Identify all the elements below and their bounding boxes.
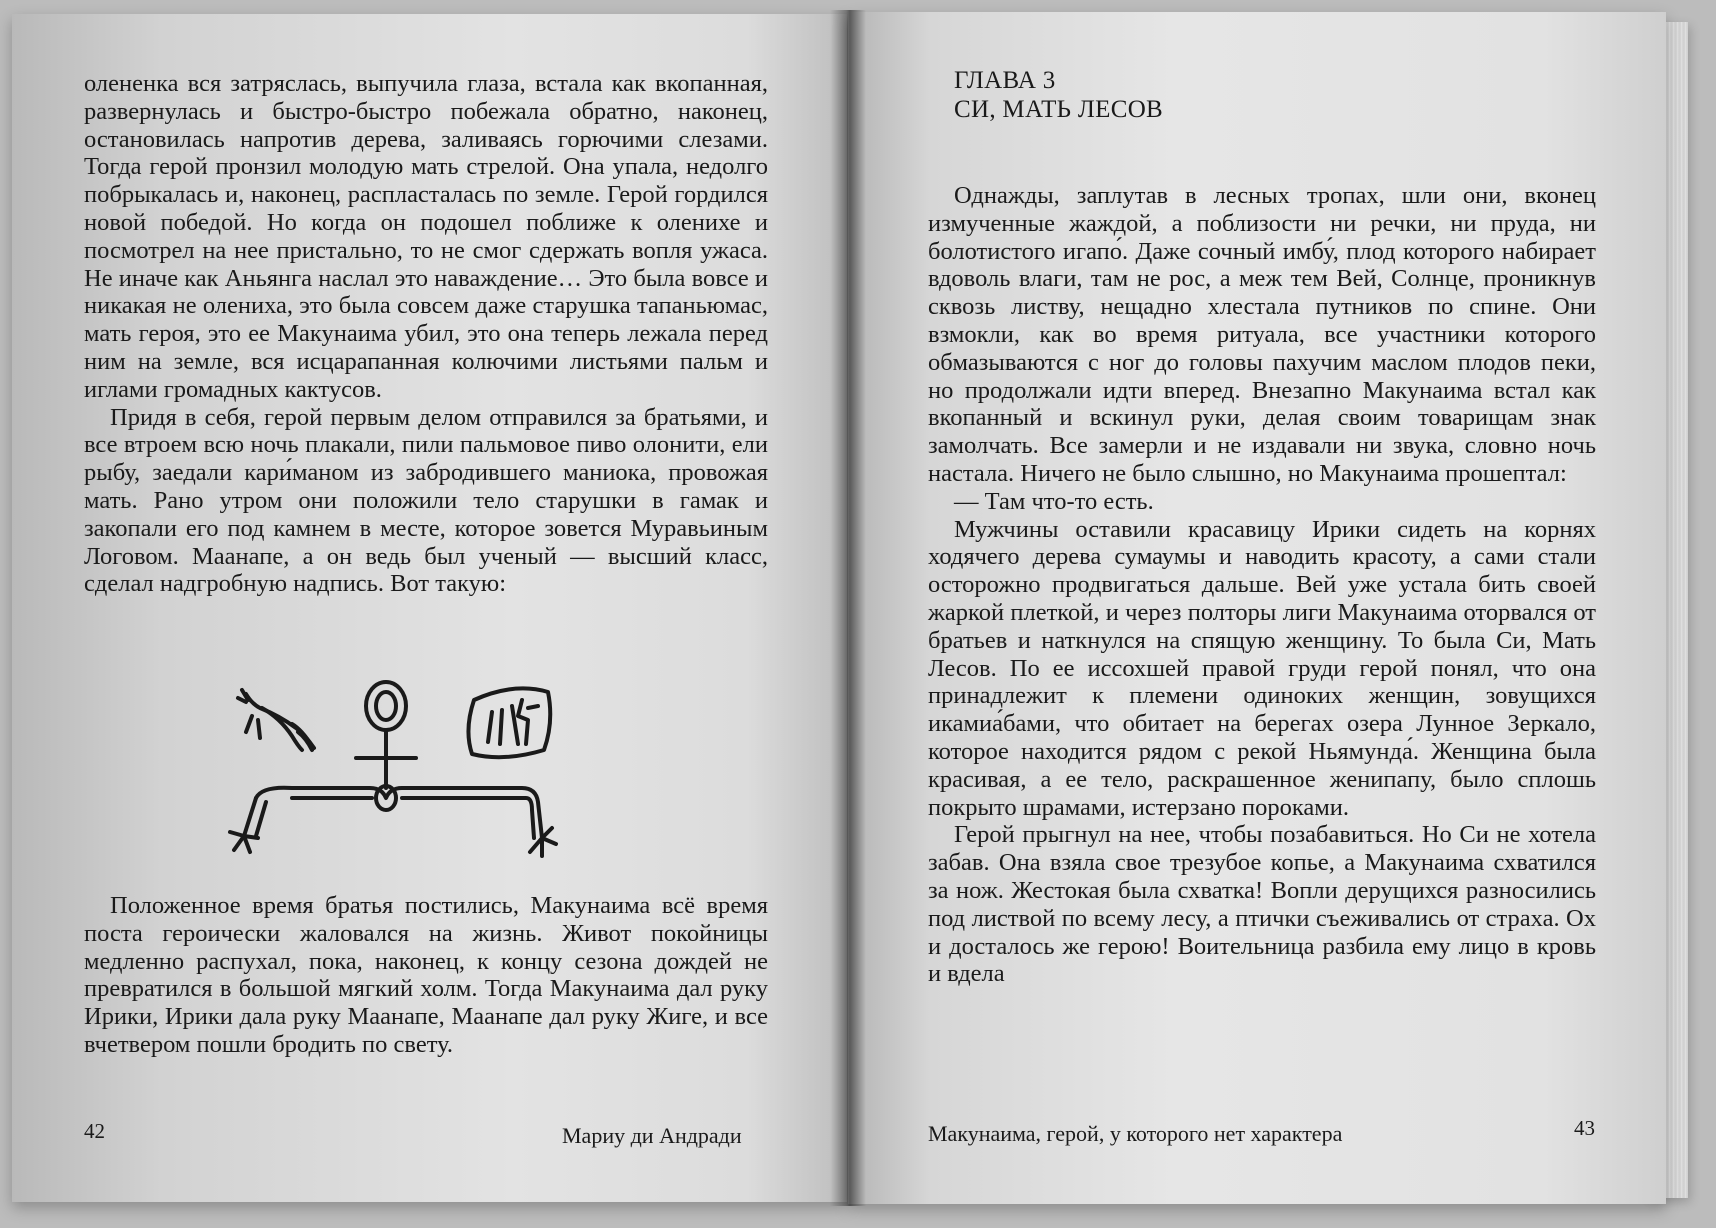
chapter-title: СИ, МАТЬ ЛЕСОВ: [954, 96, 1164, 123]
stone-glyph-icon: [468, 688, 550, 757]
tombstone-inscription-figure: [222, 670, 622, 870]
right-paragraph-3: Мужчины оставили красавицу Ирики сидеть на корнях ходячего дерева сумаумы и наводить красоту, а сами стали осторожно продвигаться дальше. Вей уже устала бить своей жаркой плеткой, и через полторы лиги Макунаима оторвался от братьев и наткнулся на спящую женщину. То была Си, Мать Лесов. По ее иссохшей правой груди герой понял, что она принадлежит к племени одиноких женщин, зовущихся икамиа́бами, что обитает на берегах озера Лунное Зеркало, которое находится рядом с рекой Ньямунда́. Женщина была красивая, а ее тело, раскрашенное женипапу, было сплошь покрыто шрамами, истерзано пороками.: [928, 515, 1596, 821]
right-paragraph-2: — Там что-то есть.: [954, 487, 1154, 515]
left-paragraph-1: олененка вся затряслась, выпучила глаза, встала как вкопанная, развернулась и быстро-быстро побежала обратно, наконец, остановилась напротив дерева, заливаясь горючими слезами. Тогда герой пронзил молодую мать стрелой. Она упала, недолго побрыкалась и, наконец, распласталась по земле. Герой гордился новой победой. Но когда он подошел поближе к оленихе и посмотрел на нее пристально, то не смог сдержать вопля ужаса. Не иначе как Аньянга наслал это наваждение… Это была вовсе и никакая не олениха, это была совсем даже старушка тапаньюмас, мать героя, это ее Макунаима убил, это она теперь лежала перед ним на земле, вся исцарапанная колючими листьями пальм и иглами громадных кактусов.: [84, 70, 768, 403]
chapter-number: ГЛАВА 3: [954, 67, 1056, 94]
book-gutter: [830, 10, 866, 1206]
right-paragraph-1: Однажды, заплутав в лесных тропах, шли они, вконец измученные жаждой, а поблизости ни речки, ни пруда, ни болотистого игапо́. Даже сочный имбу́, плод которого набирает вдоволь влаги, там не рос, а меж тем Вей, Солнце, проникнув сквозь листву, нещадно хлестала путников по спине. Они взмокли, как во время ритуала, все участники которого обмазываются с ног до головы пахучим маслом плодов пеки, но продолжали идти вперед. Внезапно Макунаима встал как вкопанный и вскинул руки, делая своим товарищам знак замолчать. Все замерли и не издавали ни звука, словно ночь настала. Ничего не было слышно, но Макунаима прошептал:: [928, 182, 1596, 487]
ankh-glyph-icon: [356, 682, 416, 810]
right-page-text: [928, 182, 1596, 988]
chapter-heading: [954, 66, 1163, 124]
right-running-head: Макунаима, герой, у которого нет характера: [928, 1121, 1343, 1146]
left-page-text-top: [84, 70, 768, 598]
left-running-head: Мариу ди Андради: [562, 1123, 742, 1148]
base-beam-icon: [230, 788, 556, 856]
right-paragraph-4: Герой прыгнул на нее, чтобы позабавиться. Но Си не хотела забав. Она взяла свое трезубое копье, а Макунаима схватился за нож. Жестокая была схватка! Вопли дерущихся разносились под листвой по всему лесу, а птички съеживались от страха. Ох и досталось же герою! Воительница разбила ему лицо в кровь и вдела: [928, 821, 1596, 988]
left-page-text-bottom: [84, 892, 768, 1059]
left-page-number: 42: [84, 1119, 105, 1143]
right-page-number: 43: [1574, 1116, 1595, 1140]
bird-glyph-icon: [238, 690, 314, 750]
left-paragraph-2: Придя в себя, герой первым делом отправился за братьями, и все втроем всю ночь плакали, пили пальмовое пиво олонити, ели рыбу, заедали кари́маном из забродившего маниока, провожая мать. Рано утром они положили тело старушки в гамак и закопали его под камнем в месте, которое зовется Муравьиным Логовом. Маанапе, а он ведь был ученый — высший класс, сделал надгробную надпись. Вот такую:: [84, 403, 768, 598]
left-paragraph-3: Положенное время братья постились, Макунаима всё время поста героически жаловался на жизнь. Живот покойницы медленно распухал, пока, наконец, к концу сезона дождей не превратился в большой мягкий холм. Тогда Макунаима дал руку Ирики, Ирики дала руку Маанапе, Маанапе дал руку Жиге, и все вчетвером пошли бродить по свету.: [84, 892, 768, 1058]
